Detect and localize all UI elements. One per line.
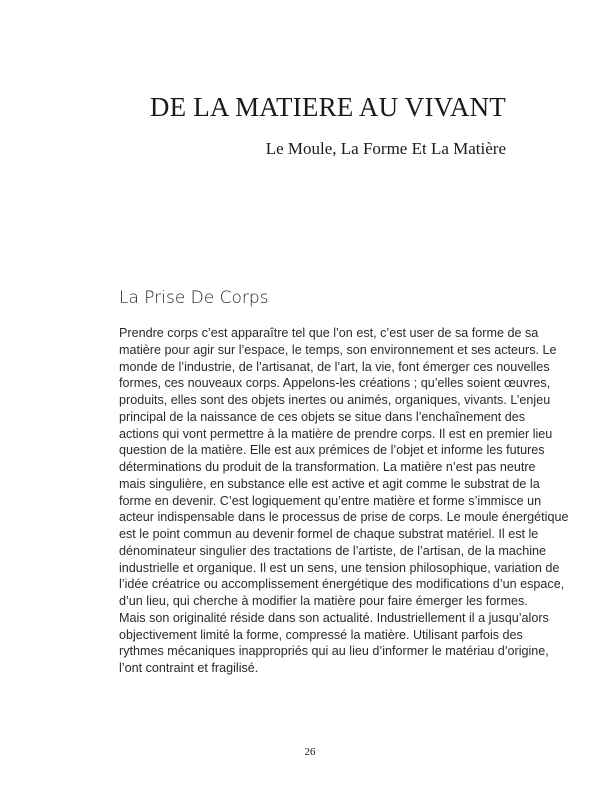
chapter-subtitle: Le Moule, La Forme Et La Matière (265, 139, 506, 158)
chapter-title: DE LA MATIERE AU VIVANT (149, 92, 506, 122)
paragraph-line: Mais son originalité réside dans son actualité. Industriellement il a jusqu’alors (119, 610, 549, 625)
paragraph-line: matière pour agir sur l’espace, le temps, son environnement et ses acteurs. Le (119, 342, 557, 357)
page-number: 26 (304, 746, 316, 758)
paragraph-line: dénominateur singulier des tractations de l’artiste, de l’artisan, de la machine (119, 543, 547, 558)
paragraph-line: acteur indispensable dans le processus de prise de corps. Le moule énergétique (119, 510, 569, 525)
paragraph-line: objectivement limité la forme, compressé la matière. Utilisant parfois des (119, 627, 523, 642)
paragraph-line: d’un lieu, qui cherche à modifier la matière pour faire émerger les formes. (119, 594, 528, 608)
paragraph-line: déterminations du produit de la transformation. La matière n’est pas neutre (119, 460, 536, 474)
paragraph-line: Prendre corps c’est apparaître tel que l’on est, c’est user de sa forme de sa (119, 326, 539, 340)
paragraph-line: est le point commun au devenir formel de chaque substrat matériel. Il est le (119, 527, 539, 541)
paragraph-line: rythmes mécaniques inappropriés qui au lieu d’informer le matériau d’origine, (119, 644, 549, 659)
paragraph-line: formes, ces nouveaux corps. Appelons-les créations ; qu’elles soient œuvres, (119, 376, 551, 391)
paragraph-line: principal de la naissance de ces objets se situe dans l’enchaînement des (119, 409, 526, 424)
paragraph-line: l’ont contraint et fragilisé. (119, 661, 259, 675)
paragraph-line: l’idée créatrice ou accomplissement énergétique des modifications d’un espace, (119, 577, 565, 592)
section-heading: La Prise De Corps (119, 288, 269, 308)
paragraph-line: industrielle et organique. Il est un sens, une tension philosophique, variation de (119, 560, 560, 575)
paragraph-line: question de la matière. Elle est aux prémices de l’objet et informe les futures (119, 443, 545, 458)
body-paragraph (119, 325, 569, 677)
paragraph-line: actions qui vont permettre à la matière de prendre corps. Il est en premier lieu (119, 426, 553, 441)
paragraph-line: monde de l’industrie, de l’artisanat, de l’art, la vie, font émerger ces nouvelles (119, 359, 550, 374)
paragraph-line: forme en devenir. C’est logiquement qu’entre matière et forme s’immisce un (119, 493, 542, 508)
paragraph-line: mais singulière, en substance elle est active et agit comme le substrat de la (119, 476, 540, 491)
paragraph-line: produits, elles sont des objets inertes ou animés, organiques, vivants. L’enjeu (119, 393, 551, 407)
